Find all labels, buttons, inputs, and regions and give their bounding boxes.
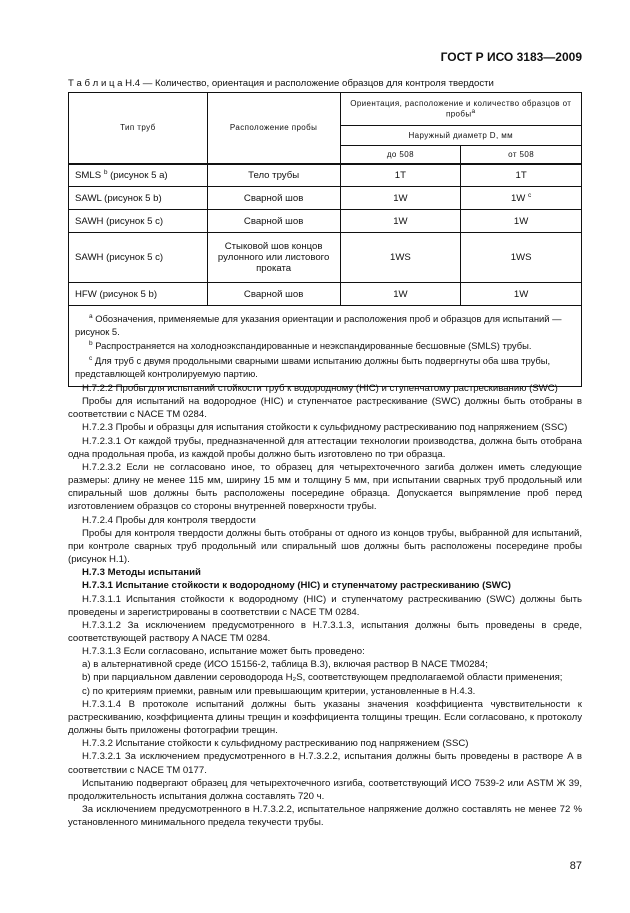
paragraph: b) при парциальном давлении сероводорода H₂S, соответствующем предполагаемой области применения; xyxy=(82,672,563,684)
table-note: $^a$ Обозначения, применяемые для указания ориентации и расположения проб и образцов для испытаний — рисунок 5. xyxy=(75,313,562,337)
table-notes xyxy=(69,306,582,387)
sample-location: Тело трубы xyxy=(207,164,340,187)
paragraph: За исключением предусмотренного в Н.7.3.2.2, испытательное напряжение должно составлять не менее 72 % установленного минимального предела текучести трубы. xyxy=(68,804,582,829)
pipe-type: HFW (рисунок 5 b) xyxy=(69,283,208,306)
sample-location: Сварной шов xyxy=(207,283,340,306)
header-diameter: Наружный диаметр D, мм xyxy=(340,126,581,146)
paragraph: c) по критериям приемки, равным или превышающим критерии, установленные в Н.4.3. xyxy=(82,685,476,697)
paragraph: a) в альтернативной среде (ИСО 15156-2, таблица В.3), включая раствор B NACE TM0284; xyxy=(82,659,488,671)
header-pipe-type: Тип труб xyxy=(69,93,208,164)
paragraph: Н.7.2.4 Пробы для контроля твердости xyxy=(82,514,256,526)
table-row xyxy=(69,164,582,187)
paragraph: Н.7.2.3.1 От каждой трубы, предназначенной для аттестации технологии производства, должна быть отобрана одна продольная проба, из каждой пробы должно быть изготовлено по три образца. xyxy=(68,435,582,460)
table-note: $^b$ Распространяется на холодноэкспандированные и неэкспандированные бесшовные (SMLS) трубы. xyxy=(89,340,532,352)
paragraph: Н.7.3.2.1 За исключением предусмотренного в Н.7.3.2.2, испытания должны быть проведены в растворе A в соответствии с NACE TM 0177. xyxy=(68,751,582,776)
value-lt-508: 1T xyxy=(340,164,461,187)
paragraph: Н.7.2.2 Пробы для испытаний стойкости труб к водородному (HIC) и ступенчатому растрескиванию (SWC) xyxy=(82,383,558,394)
table-note: $^c$ Для труб с двумя продольными сварными швами испытанию должны быть подвергнуты оба шва трубы, представлющей контролируемую партию. xyxy=(75,355,551,379)
paragraph: Пробы для контроля твердости должны быть отобраны от одного из концов трубы, выбранной для испытаний, при контроле сварных труб продольный или спиральный шов должны быть расположены посередине пробы (рисунок Н.1). xyxy=(68,527,582,566)
paragraph: Испытанию подвергают образец для четырехточечного изгиба, соответствующий ИСО 7539-2 или ASTM Ж 39, продолжительность испытания должна составлять 720 ч. xyxy=(68,777,582,802)
sample-location: Стыковой шов концов рулонного или листового проката xyxy=(207,233,340,283)
table-row xyxy=(69,187,582,210)
value-ge-508: 1T xyxy=(461,164,582,187)
paragraph: Н.7.2.3.2 Если не согласовано иное, то образец для четырехточечного загиба должен иметь следующие размеры: длину не менее 115 мм, ширину 15 мм и толщину 5 мм, при испытании сварных труб продольный или спиральный шов должны быть расположены посередине образца. Допускается выпрямление проб перед изготовлением образцов со стороны внутренней поверхности трубы. xyxy=(68,461,582,513)
table-row xyxy=(69,283,582,306)
value-ge-508: 1W xyxy=(461,283,582,306)
value-ge-508: 1W xyxy=(461,210,582,233)
value-lt-508: 1W xyxy=(340,283,461,306)
paragraph: Н.7.2.3 Пробы и образцы для испытания стойкости к сульфидному растрескиванию под напряжением (SSC) xyxy=(82,422,568,434)
paragraph: Пробы для испытаний на водородное (HIC) и ступенчатое растрескивание (SWC) должны быть отобраны в соответствии с NACE TM 0284. xyxy=(68,396,582,421)
header-lt-508: до 508 xyxy=(340,146,461,164)
header-location: Расположение пробы xyxy=(207,93,340,164)
value-lt-508: 1WS xyxy=(340,233,461,283)
page-number: 87 xyxy=(569,860,582,872)
value-ge-508: 1WS xyxy=(461,233,582,283)
pipe-type: SAWH (рисунок 5 c) xyxy=(69,210,208,233)
pipe-type: SAWH (рисунок 5 c) xyxy=(69,233,208,283)
paragraph: Н.7.3.2 Испытание стойкости к сульфидному растрескиванию под напряжением (SSC) xyxy=(82,738,469,750)
sample-location: Сварной шов xyxy=(207,187,340,210)
pipe-type: SAWL (рисунок 5 b) xyxy=(69,187,208,210)
header-ge-508: от 508 xyxy=(461,146,582,164)
sample-location: Сварной шов xyxy=(207,210,340,233)
paragraph: Н.7.3.1.2 За исключением предусмотренного в Н.7.3.1.3, испытания должны быть проведены в среде, соответствующей раствору A NACE TM 0284. xyxy=(68,619,582,644)
value-lt-508: 1W xyxy=(340,187,461,210)
table-row xyxy=(69,210,582,233)
header-orientation: Ориентация, расположение и количество образцов от пробы$^a$ xyxy=(340,93,581,126)
body-text xyxy=(68,376,582,829)
paragraph: Н.7.3.1.4 В протоколе испытаний должны быть указаны значения коэффициента чувствительности к растрескиванию, коэффициента длины трещин и коэффициента толщины трещин. Если согласовано, к протоколу должны быть приложены фотографии трещин. xyxy=(68,698,582,737)
pipe-type: SMLS $^b$ (рисунок 5 a) xyxy=(69,164,208,187)
hardness-table xyxy=(68,92,582,387)
table-caption: Т а б л и ц а Н.4 — Количество, ориентация и расположение образцов для контроля твердости xyxy=(68,78,494,89)
value-lt-508: 1W xyxy=(340,210,461,233)
table-row xyxy=(69,233,582,283)
section-heading: Н.7.3.1 Испытание стойкости к водородному (HIC) и ступенчатому растрескиванию (SWC) xyxy=(82,580,511,592)
paragraph: Н.7.3.1.1 Испытания стойкости к водородному (HIC) и ступенчатому растрескиванию (SWC) должны быть проведены и зарегистрированы в соответствии с NACE TM 0284. xyxy=(68,593,582,618)
value-ge-508: 1W $^c$ xyxy=(461,187,582,210)
document-header: ГОСТ Р ИСО 3183—2009 xyxy=(440,50,582,64)
section-heading: Н.7.3 Методы испытаний xyxy=(82,567,201,579)
paragraph: Н.7.3.1.3 Если согласовано, испытание может быть проведено: xyxy=(82,646,365,658)
